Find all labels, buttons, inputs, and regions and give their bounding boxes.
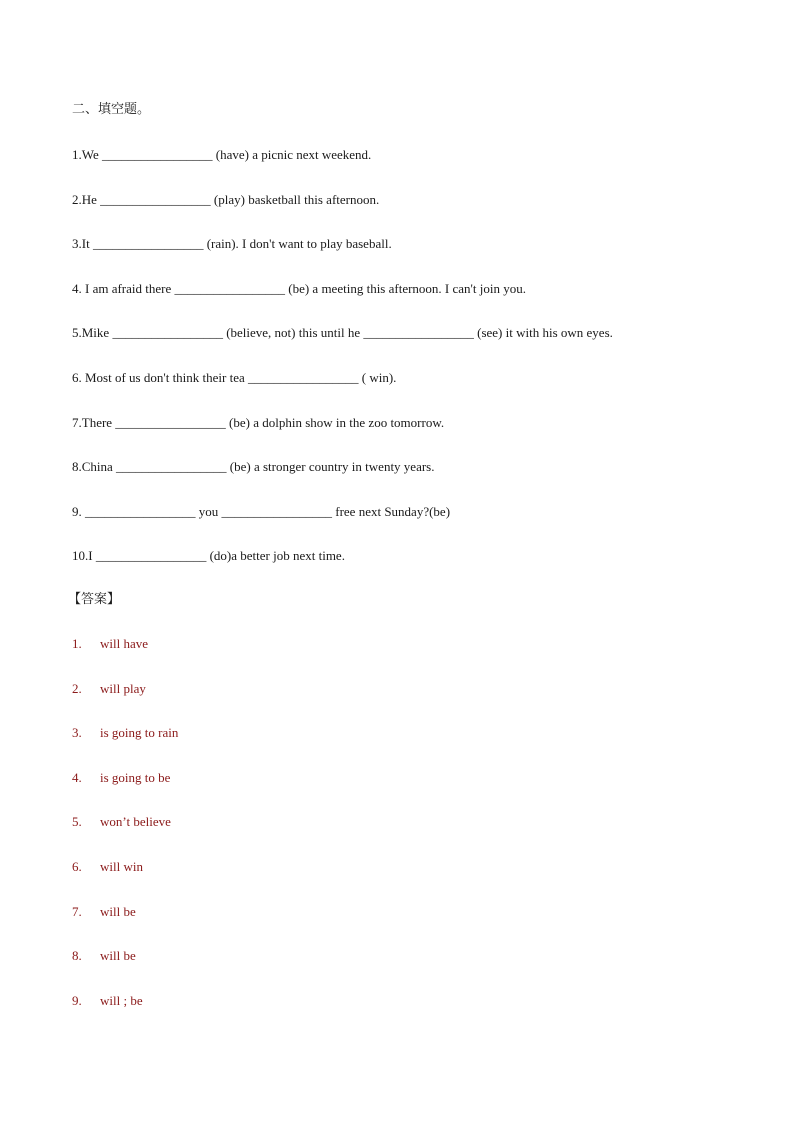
answer-number: 5. (72, 814, 82, 830)
answer-text: is going to rain (100, 725, 179, 741)
answer-text: will be (100, 948, 136, 964)
answer-item (72, 858, 472, 876)
answer-item (72, 947, 472, 965)
section-title: 二、填空题。 (72, 102, 151, 117)
answer-item (72, 813, 472, 831)
question-item: 1.We _________________ (have) a picnic next weekend. (72, 147, 372, 162)
question-item: 4. I am afraid there _________________ (be) a meeting this afternoon. I can't join you. (72, 280, 526, 296)
answer-number: 6. (72, 858, 82, 874)
answer-number: 2. (72, 680, 82, 696)
answer-number: 8. (72, 948, 82, 964)
answer-text: will have (100, 636, 149, 651)
answer-number: 9. (72, 992, 82, 1008)
answer-item (72, 769, 472, 787)
question-item: 7.There _________________ (be) a dolphin show in the zoo tomorrow. (72, 414, 445, 430)
question-item: 8.China _________________ (be) a stronger country in twenty years. (72, 459, 435, 475)
answer-text: won’t believe (100, 814, 171, 830)
question-item: 10.I _________________ (do)a better job next time. (72, 548, 345, 564)
answer-number: 7. (72, 903, 82, 919)
answer-list (72, 635, 472, 1036)
question-item: 6. Most of us don't think their tea _________________ ( win). (72, 369, 397, 385)
answer-number: 4. (72, 769, 82, 785)
answer-text: will play (100, 680, 146, 696)
question-item: 5.Mike _________________ (believe, not) this until he _________________ (see) it with his own eyes. (72, 325, 613, 341)
question-item: 9. _________________ you _________________ free next Sunday?(be) (72, 503, 451, 519)
question-item: 2.He _________________ (play) basketball this afternoon. (72, 191, 380, 207)
answer-heading: 【答案】 (68, 592, 121, 607)
answer-text: will ; be (100, 992, 143, 1008)
question-list (72, 146, 752, 592)
answer-item (72, 680, 472, 698)
answer-item (72, 724, 472, 742)
answer-item (72, 903, 472, 921)
answer-number: 3. (72, 725, 82, 741)
answer-item (72, 992, 472, 1010)
answer-item (72, 635, 472, 653)
answer-text: will win (100, 858, 143, 874)
answer-text: is going to be (100, 769, 171, 785)
question-item: 3.It _________________ (rain). I don't want to play baseball. (72, 236, 392, 252)
answer-number: 1. (72, 636, 82, 651)
answer-text: will be (100, 903, 136, 919)
